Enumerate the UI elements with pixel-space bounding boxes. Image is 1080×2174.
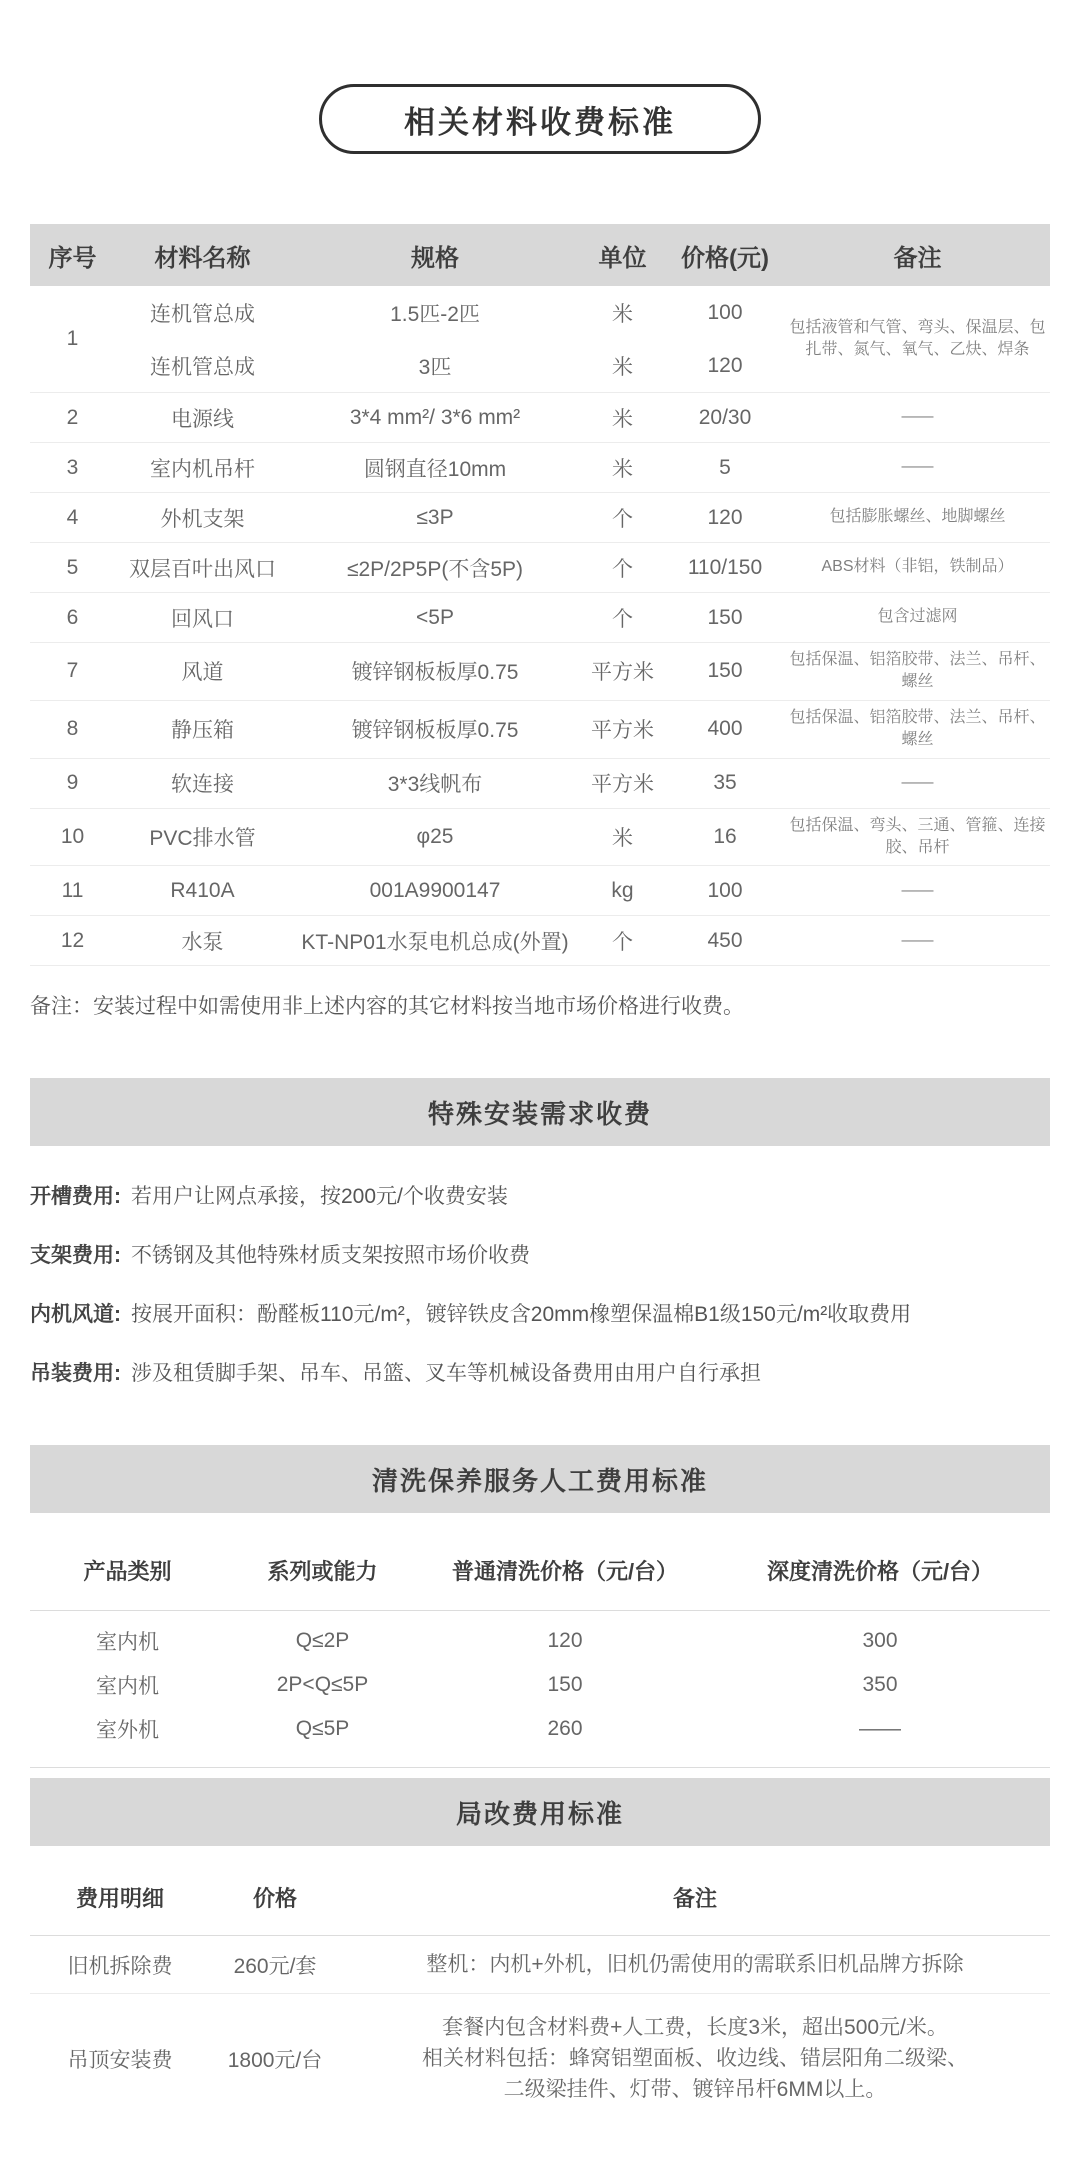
material-spec: φ25 <box>416 824 454 848</box>
material-name: 连机管总成 <box>150 302 255 326</box>
remark-line: 二级梁挂件、灯带、镀锌吊杆6MM以上。 <box>503 2078 887 2102</box>
material-price: 5 <box>719 455 731 479</box>
renovation-table-header <box>30 1846 1050 1936</box>
col-header-capacity: 系列或能力 <box>267 1559 378 1585</box>
col-header-category: 产品类别 <box>83 1559 172 1585</box>
fee-label: 内机风道: <box>30 1303 121 1327</box>
special-install-list <box>30 1180 1050 1387</box>
material-unit: 米 <box>612 826 633 850</box>
material-unit: 米 <box>612 302 633 326</box>
material-name: 静压箱 <box>171 719 234 743</box>
row-no: 11 <box>61 878 84 902</box>
material-unit: 米 <box>612 407 633 431</box>
material-name: 连机管总成 <box>150 355 255 379</box>
material-unit: 个 <box>612 557 633 581</box>
table-row <box>30 1707 1050 1751</box>
material-spec: 3*4 mm²/ 3*6 mm² <box>349 405 521 429</box>
normal-price: 120 <box>547 1629 583 1653</box>
material-unit: 平方米 <box>591 661 654 685</box>
material-unit: 平方米 <box>591 719 654 743</box>
material-spec: KT-NP01水泵电机总成(外置) <box>301 930 569 954</box>
row-no: 2 <box>66 405 79 429</box>
material-name: 双层百叶出风口 <box>129 557 276 581</box>
fee-price: 260元/套 <box>233 1954 317 1978</box>
normal-price: 150 <box>547 1673 583 1697</box>
material-spec: 圆钢直径10mm <box>363 457 507 481</box>
sub-row <box>115 393 785 442</box>
sub-row <box>115 493 785 542</box>
col-header-price: 价格 <box>252 1886 297 1912</box>
material-remark: —— <box>901 773 934 791</box>
material-unit: 个 <box>612 930 633 954</box>
list-item <box>30 1180 1050 1210</box>
material-remark: —— <box>901 408 934 426</box>
deep-price: 300 <box>862 1629 898 1653</box>
material-name: 回风口 <box>171 607 234 631</box>
material-spec: 3匹 <box>418 355 452 379</box>
row-no: 7 <box>66 659 79 683</box>
col-header-price: 价格(元) <box>681 244 769 272</box>
fee-price: 1800元/台 <box>227 2048 323 2072</box>
material-remark: 包括保温、弯头、三通、管箍、连接胶、吊杆 <box>789 816 1046 856</box>
table-row <box>30 286 1050 393</box>
fee-remark <box>340 1949 1050 1980</box>
material-remark: —— <box>901 458 934 476</box>
col-header-name: 材料名称 <box>154 244 251 272</box>
remark-line: 相关材料包括：蜂窝铝塑面板、收边线、错层阳角二级梁、 <box>422 2047 968 2071</box>
col-header-deep-price: 深度清洗价格（元/台） <box>766 1559 994 1585</box>
sub-row <box>115 916 785 965</box>
table-row <box>30 1994 1050 2118</box>
capacity: Q≤5P <box>295 1717 350 1741</box>
sub-row <box>115 543 785 592</box>
sub-row <box>115 705 785 754</box>
remark-line: 套餐内包含材料费+人工费，长度3米，超出500元/米。 <box>442 2016 948 2040</box>
material-remark: 包括保温、铝箔胶带、法兰、吊杆、螺丝 <box>789 651 1046 691</box>
table-row <box>30 593 1050 643</box>
table-row <box>30 1619 1050 1663</box>
list-item <box>30 1298 1050 1328</box>
row-no: 5 <box>66 555 79 579</box>
product-category: 室内机 <box>96 1631 159 1655</box>
table-row <box>30 809 1050 867</box>
sub-row <box>115 647 785 696</box>
fee-item: 吊顶安装费 <box>67 2048 173 2072</box>
table-row <box>30 493 1050 543</box>
material-remark: 包括液管和气管、弯头、保温层、包扎带、氮气、氧气、乙炔、焊条 <box>789 318 1046 358</box>
material-price: 120 <box>707 505 743 529</box>
sub-row <box>115 593 785 642</box>
material-unit: kg <box>611 878 634 902</box>
col-header-unit: 单位 <box>598 244 647 272</box>
material-spec: 镀锌钢板板厚0.75 <box>351 719 519 743</box>
material-spec: 镀锌钢板板厚0.75 <box>351 661 519 685</box>
material-remark: —— <box>901 881 934 899</box>
material-spec: 1.5匹-2匹 <box>390 302 480 326</box>
cleaning-table-header <box>30 1513 1050 1611</box>
fee-label: 支架费用: <box>30 1244 121 1268</box>
material-name: 水泵 <box>181 930 224 954</box>
fee-label: 吊装费用: <box>30 1362 121 1386</box>
table-row <box>30 1663 1050 1707</box>
materials-note: 备注：安装过程中如需使用非上述内容的其它材料按当地市场价格进行收费。 <box>30 995 744 1019</box>
table-row <box>30 759 1050 809</box>
material-unit: 平方米 <box>591 773 654 797</box>
material-price: 400 <box>707 717 743 741</box>
fee-item: 旧机拆除费 <box>67 1954 173 1978</box>
remark-line: 整机：内机+外机，旧机仍需使用的需联系旧机品牌方拆除 <box>426 1953 964 1977</box>
material-price: 20/30 <box>698 405 752 429</box>
sub-row <box>115 286 785 339</box>
fee-text: 涉及租赁脚手架、吊车、吊篮、叉车等机械设备费用由用户自行承担 <box>131 1362 761 1386</box>
sub-row <box>115 759 785 808</box>
material-unit: 个 <box>612 507 633 531</box>
table-row <box>30 543 1050 593</box>
deep-price: —— <box>859 1717 901 1741</box>
fee-text: 若用户让网点承接，按200元/个收费安装 <box>131 1185 508 1209</box>
material-price: 35 <box>713 771 737 795</box>
fee-text: 不锈钢及其他特殊材质支架按照市场价收费 <box>131 1244 530 1268</box>
product-category: 室外机 <box>96 1719 159 1743</box>
col-header-item: 费用明细 <box>75 1886 164 1912</box>
table-row <box>30 701 1050 759</box>
content <box>30 224 1050 2118</box>
col-header-normal-price: 普通清洗价格（元/台） <box>451 1559 679 1585</box>
page-title-text: 相关材料收费标准 <box>404 104 676 140</box>
material-price: 16 <box>713 824 737 848</box>
row-no: 9 <box>66 771 79 795</box>
capacity: Q≤2P <box>295 1629 350 1653</box>
deep-price: 350 <box>862 1673 898 1697</box>
material-spec: ≤2P/2P5P(不含5P) <box>346 557 524 581</box>
material-price: 100 <box>707 300 743 324</box>
materials-table-header <box>30 224 1050 286</box>
material-unit: 个 <box>612 607 633 631</box>
row-no: 8 <box>66 717 79 741</box>
table-row <box>30 393 1050 443</box>
material-name: 风道 <box>181 661 224 685</box>
row-no: 4 <box>66 505 79 529</box>
material-name: R410A <box>170 878 235 902</box>
section-title-renovation: 局改费用标准 <box>30 1778 1050 1846</box>
material-remark: 包含过滤网 <box>877 608 958 626</box>
row-no: 6 <box>66 605 79 629</box>
sub-row <box>115 339 785 392</box>
material-unit: 米 <box>612 355 633 379</box>
col-header-remark: 备注 <box>672 1886 717 1912</box>
material-unit: 米 <box>612 457 633 481</box>
material-price: 150 <box>707 605 743 629</box>
row-no: 1 <box>66 327 79 350</box>
material-spec: <5P <box>416 605 454 629</box>
table-row <box>30 643 1050 701</box>
row-no: 10 <box>60 824 85 848</box>
sub-row <box>115 866 785 915</box>
col-header-spec: 规格 <box>411 244 459 272</box>
col-header-remark: 备注 <box>893 244 942 272</box>
capacity: 2P<Q≤5P <box>276 1673 369 1697</box>
table-row <box>30 1936 1050 1994</box>
row-no: 12 <box>60 928 85 952</box>
material-name: 电源线 <box>171 407 234 431</box>
col-header-no: 序号 <box>48 244 97 272</box>
table-row <box>30 443 1050 493</box>
section-title-special-install: 特殊安装需求收费 <box>30 1078 1050 1146</box>
normal-price: 260 <box>547 1717 583 1741</box>
sub-row <box>115 812 785 861</box>
material-spec: 3*3线帆布 <box>387 773 483 797</box>
material-remark: 包括保温、铝箔胶带、法兰、吊杆、螺丝 <box>789 708 1046 749</box>
material-spec: 001A9900147 <box>369 878 501 902</box>
material-price: 110/150 <box>687 555 763 579</box>
material-remark: ABS材料（非铝，铁制品） <box>821 558 1014 576</box>
cleaning-table-body <box>30 1611 1050 1768</box>
material-name: PVC排水管 <box>149 826 256 850</box>
row-no: 3 <box>66 455 79 479</box>
material-remark: 包括膨胀螺丝、地脚螺丝 <box>829 508 1006 526</box>
sub-row <box>115 443 785 492</box>
material-price: 100 <box>707 878 743 902</box>
material-price: 120 <box>707 353 743 377</box>
table-row <box>30 916 1050 966</box>
fee-remark <box>340 2012 1050 2105</box>
material-price: 450 <box>707 928 743 952</box>
page-title <box>319 84 761 154</box>
table-row <box>30 866 1050 916</box>
list-item <box>30 1239 1050 1269</box>
material-name: 外机支架 <box>160 507 245 531</box>
product-category: 室内机 <box>96 1675 159 1699</box>
material-name: 室内机吊杆 <box>150 457 255 481</box>
material-remark: —— <box>901 931 934 949</box>
section-title-cleaning: 清洗保养服务人工费用标准 <box>30 1445 1050 1513</box>
list-item <box>30 1357 1050 1387</box>
material-spec: ≤3P <box>416 505 454 529</box>
fee-label: 开槽费用: <box>30 1185 121 1209</box>
material-name: 软连接 <box>171 773 234 797</box>
material-price: 150 <box>707 659 743 683</box>
fee-text: 按展开面积：酚醛板110元/m²，镀锌铁皮含20mm橡塑保温棉B1级150元/m²收取费用 <box>131 1303 912 1327</box>
